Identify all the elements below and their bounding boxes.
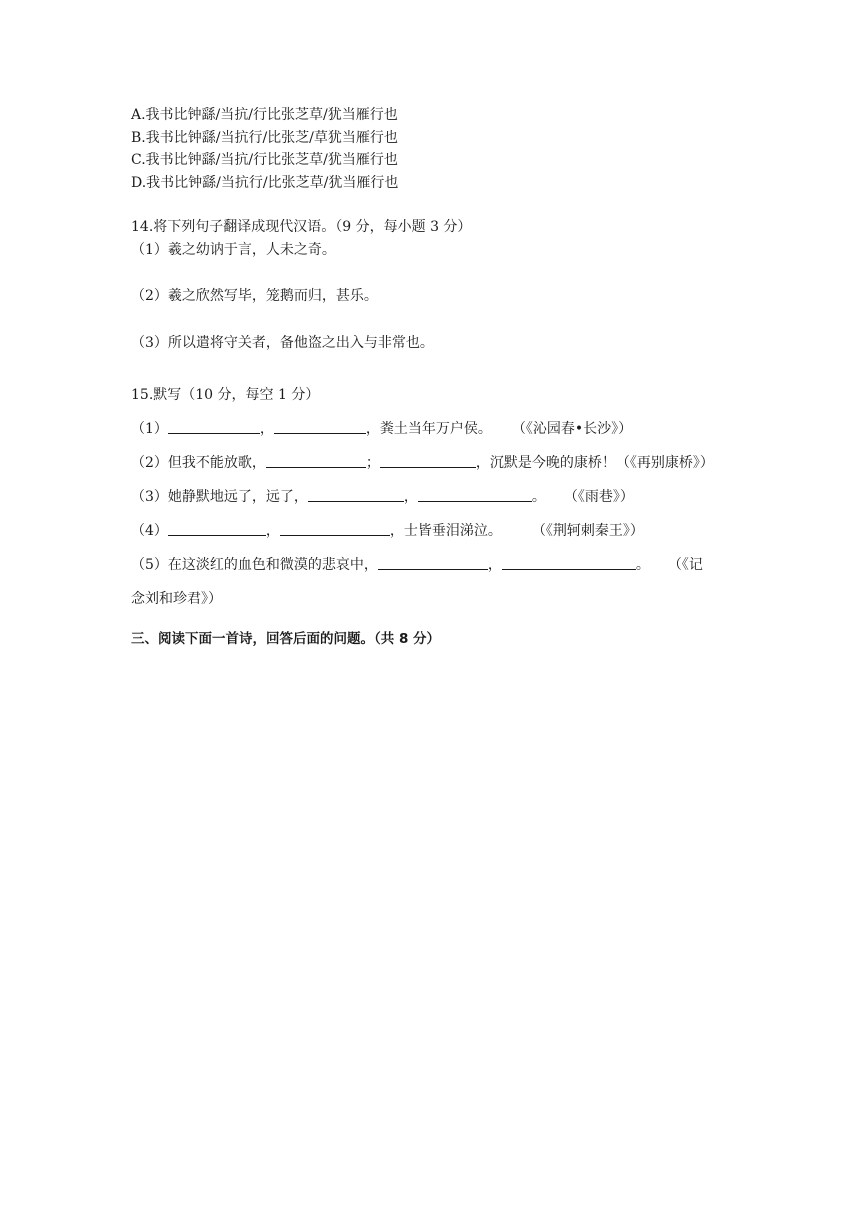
answer-blank[interactable] (266, 453, 366, 468)
q15-line-2: （2）但我不能放歌， ； ，沉默是今晚的康桥！（《再别康桥》） (131, 455, 714, 471)
q14-item-2: （2）羲之欣然写毕，笼鹅而归，甚乐。 (131, 288, 378, 304)
answer-blank[interactable] (274, 419, 366, 434)
q15-line-3: （3）她静默地远了，远了， ， 。 （《雨巷》） (131, 489, 634, 505)
section-3-heading: 三、阅读下面一首诗，回答后面的问题。（共 8 分） (131, 631, 441, 647)
answer-blank[interactable] (502, 555, 636, 570)
answer-blank[interactable] (168, 521, 266, 536)
q15-line-5-cont: 念刘和珍君》） (131, 591, 222, 607)
answer-blank[interactable] (380, 453, 476, 468)
answer-blank[interactable] (378, 555, 488, 570)
q14-heading: 14.将下列句子翻译成现代汉语。（9 分，每小题 3 分） (131, 219, 472, 235)
answer-blank[interactable] (308, 487, 404, 502)
q15-heading: 15.默写（10 分，每空 1 分） (131, 387, 320, 403)
document-page (131, 104, 731, 651)
answer-blank[interactable] (280, 521, 390, 536)
answer-blank[interactable] (418, 487, 532, 502)
option-a: A.我书比钟繇/当抗/行比张芝草/犹当雁行也 (131, 107, 398, 123)
q15-line-5: （5）在这淡红的血色和微漠的悲哀中， ， 。 （《记 (131, 557, 703, 573)
q14-item-3: （3）所以遣将守关者，备他盗之出入与非常也。 (131, 334, 434, 351)
q15-line-4: （4） ， ，士皆垂泪涕泣。 （《荆轲刺秦王》） (131, 523, 644, 539)
option-d: D.我书比钟繇/当抗行/比张芝草/犹当雁行也 (131, 174, 399, 191)
q15-line-1: （1） ， ，粪土当年万户侯。 （《沁园春•长沙》） (131, 421, 633, 437)
option-c: C.我书比钟繇/当抗/行比张芝草/犹当雁行也 (131, 152, 398, 168)
option-b: B.我书比钟繇/当抗行/比张芝/草犹当雁行也 (131, 129, 398, 146)
answer-blank[interactable] (168, 419, 260, 434)
q14-item-1: （1）羲之幼讷于言，人未之奇。 (131, 241, 336, 258)
